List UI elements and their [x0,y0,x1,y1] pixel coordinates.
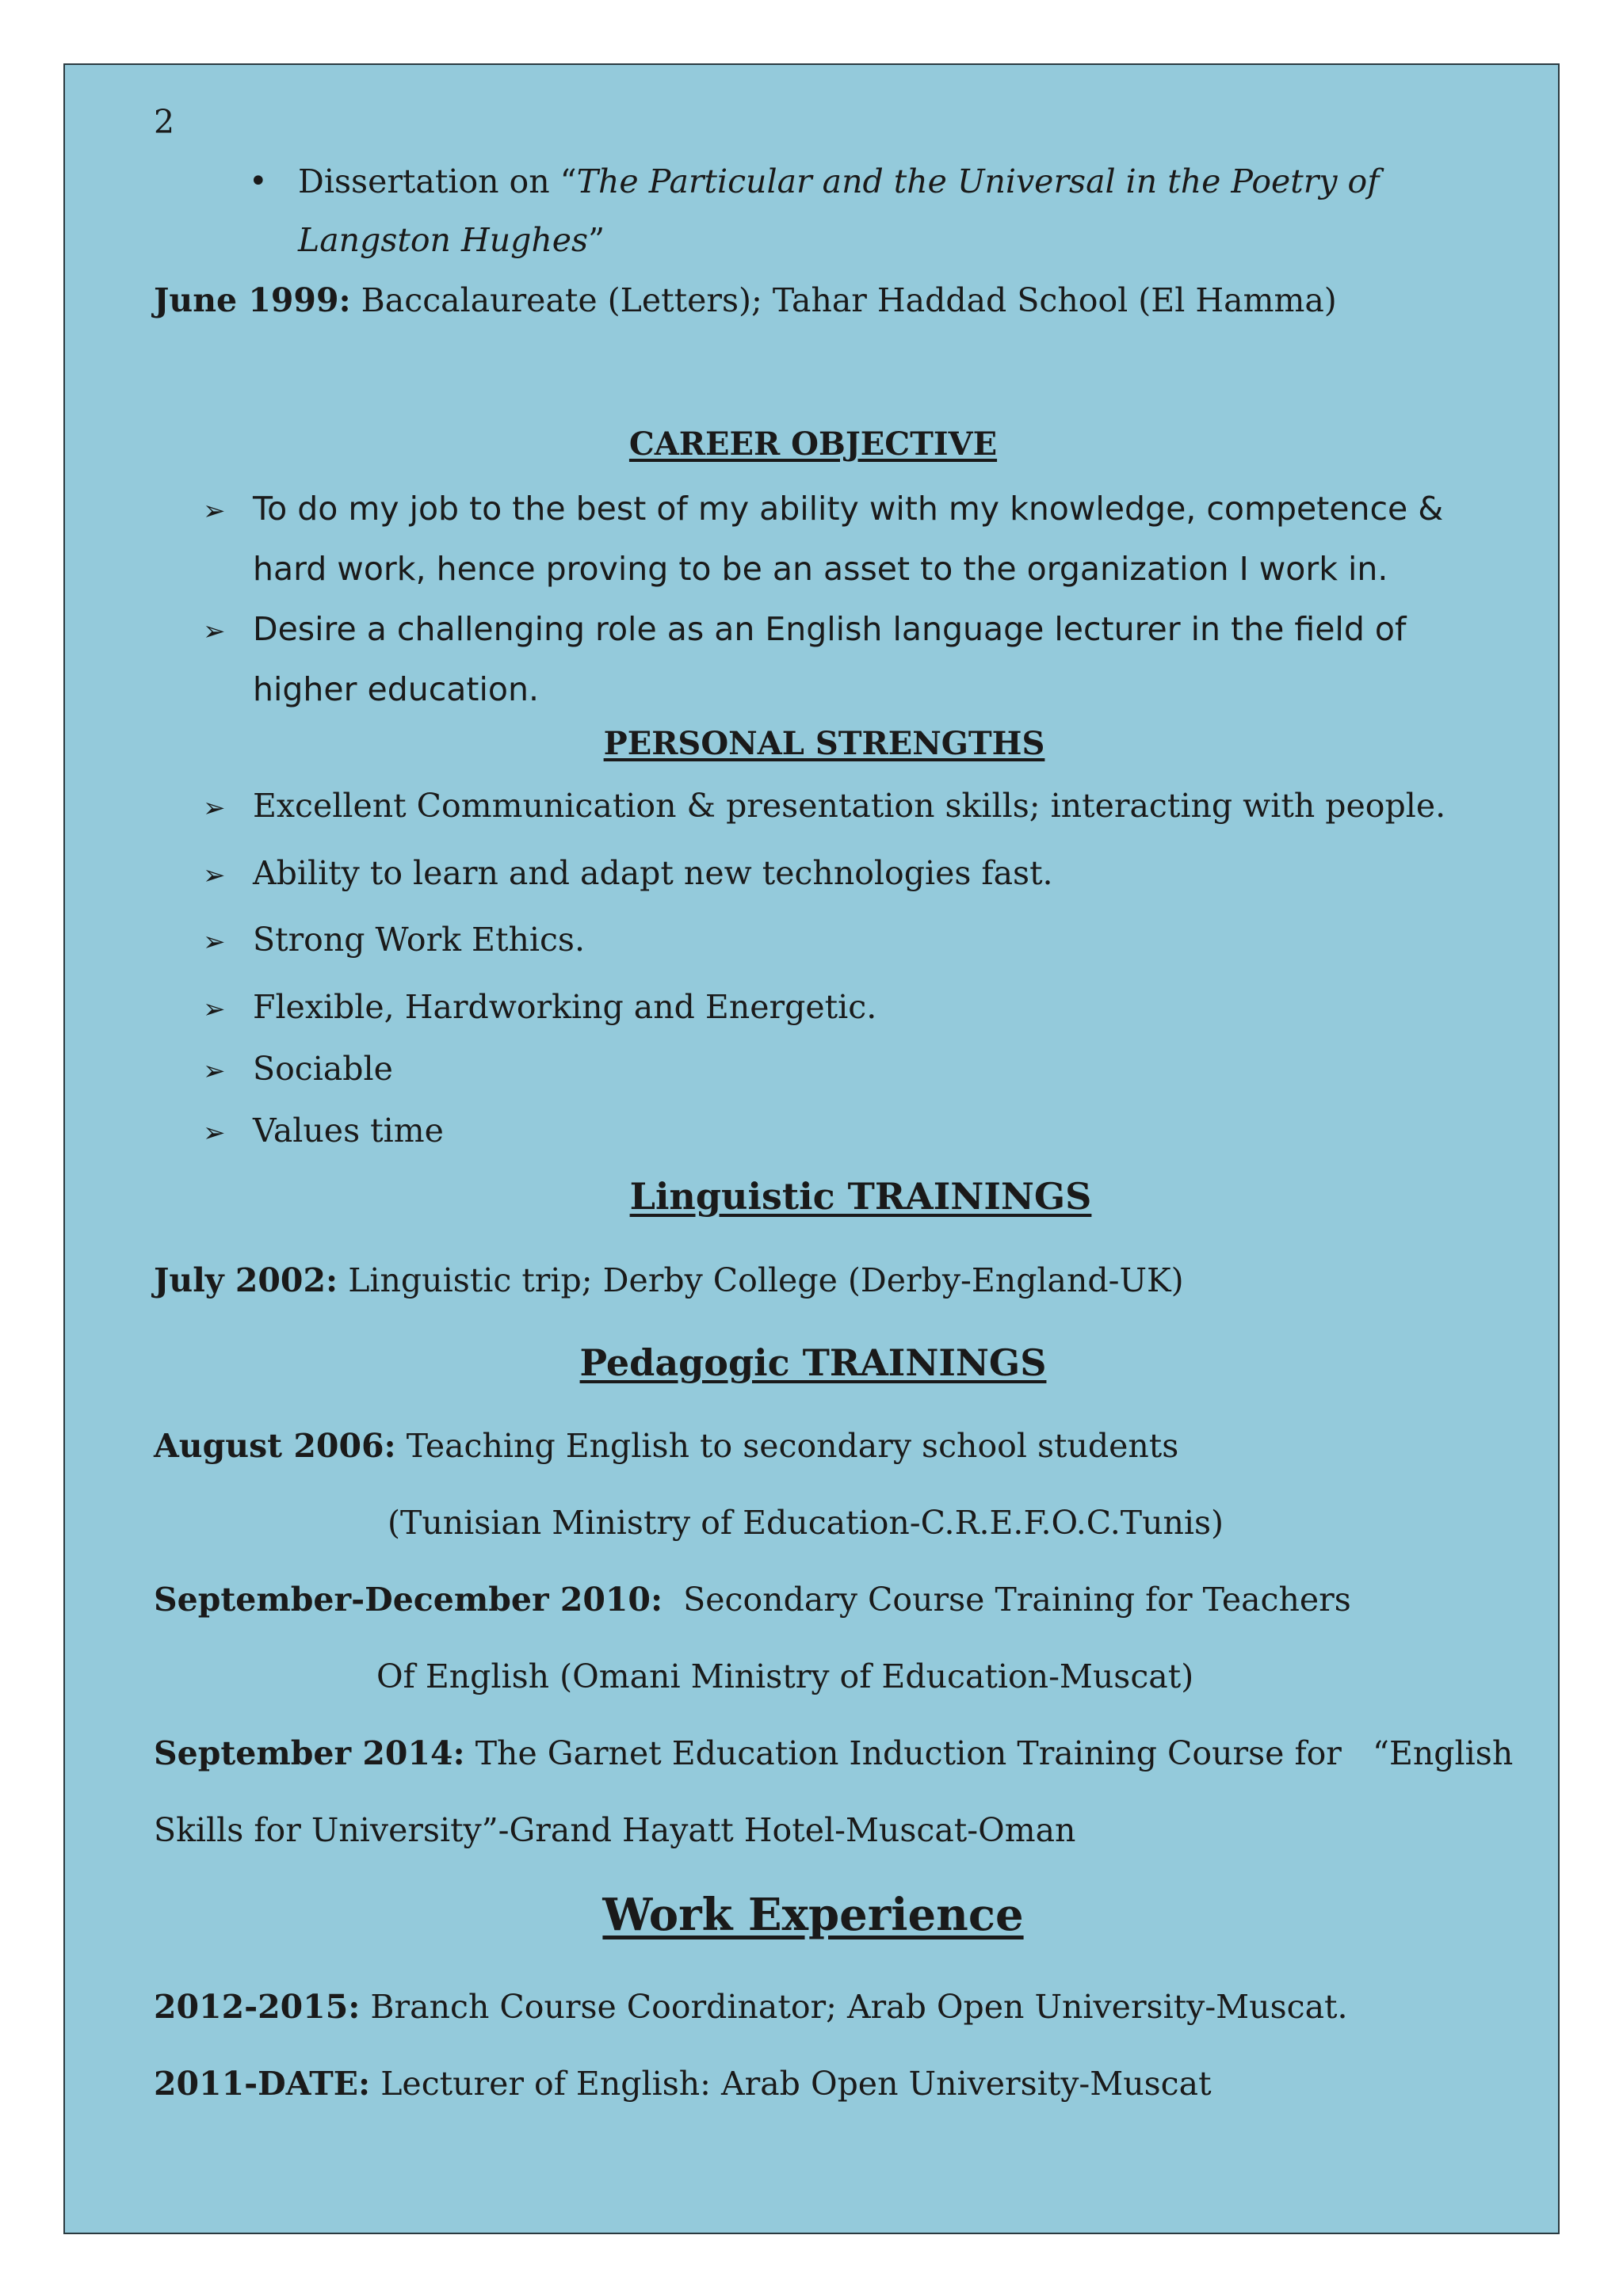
entry-text: Lecturer of English: Arab Open University-Muscat [380,2065,1212,2103]
entry-date: July 2002: [154,1261,338,1299]
career-objective-item-1-line-1: To do my job to the best of my ability with my knowledge, competence & [253,490,1444,528]
strength-item: Values time [253,1112,444,1150]
career-objective-item-2-line-1: Desire a challenging role as an English language lecturer in the field of [253,610,1407,648]
arrow-bullet-icon: ➢ [203,926,226,958]
arrow-bullet-icon: ➢ [203,792,226,824]
arrow-bullet-icon: ➢ [203,860,226,891]
arrow-bullet-icon: ➢ [203,994,226,1025]
pedagogic-entry [154,1734,1514,1772]
arrow-bullet-icon: ➢ [203,616,226,647]
linguistic-trainings-heading: Linguistic TRAININGS [629,1175,1092,1218]
arrow-bullet-icon: ➢ [203,495,226,527]
entry-date: September 2014: [154,1734,465,1772]
entry-text: Baccalaureate (Letters); Tahar Haddad School (El Hamma) [361,281,1337,319]
dissertation-suffix: ” [588,221,605,259]
work-experience-heading: Work Experience [602,1889,1024,1941]
strength-item: Ability to learn and adapt new technologies fast. [253,854,1053,892]
entry-date: August 2006: [154,1427,396,1465]
personal-strengths-heading: PERSONAL STRENGTHS [603,725,1045,762]
pedagogic-entry [154,1581,1351,1619]
entry-text: Branch Course Coordinator; Arab Open University-Muscat. [370,1988,1348,2026]
entry-date: September-December 2010: [154,1581,663,1619]
dissertation-title-1: The Particular and the Universal in the Poetry of [576,162,1380,200]
linguistic-entry [154,1261,1184,1299]
dissertation-title-2: Langston Hughes [298,221,589,259]
pedagogic-entry-continuation: (Tunisian Ministry of Education-C.R.E.F.O.C.Tunis) [388,1504,1224,1542]
dissertation-prefix: Dissertation on “ [298,162,577,200]
career-objective-heading: CAREER OBJECTIVE [628,425,998,463]
arrow-bullet-icon: ➢ [203,1117,226,1149]
strength-item: Flexible, Hardworking and Energetic. [253,988,877,1026]
pedagogic-entry [154,1427,1179,1465]
pedagogic-trainings-heading: Pedagogic TRAININGS [579,1341,1047,1384]
dissertation-line-1 [298,162,1380,200]
arrow-bullet-icon: ➢ [203,1055,226,1087]
bullet-icon: • [249,163,268,200]
pedagogic-entry-continuation: Of English (Omani Ministry of Education-Muscat) [376,1657,1194,1695]
baccalaureate-entry [154,281,1337,319]
entry-date: 2012-2015: [154,1988,361,2026]
entry-text: The Garnet Education Induction Training Course for “English [475,1734,1514,1772]
document-page [63,63,1560,2234]
career-objective-item-1-line-2: hard work, hence proving to be an asset to the organization I work in. [253,550,1388,588]
work-entry [154,2065,1212,2103]
entry-date: June 1999: [154,281,351,319]
entry-date: 2011-DATE: [154,2065,371,2103]
strength-item: Sociable [253,1050,393,1088]
entry-text: Linguistic trip; Derby College (Derby-England-UK) [348,1261,1184,1299]
career-objective-item-2-line-2: higher education. [253,670,539,708]
entry-text: Secondary Course Training for Teachers [673,1581,1351,1619]
work-entry [154,1988,1348,2026]
strength-item: Excellent Communication & presentation skills; interacting with people. [253,787,1446,825]
entry-text: Teaching English to secondary school students [406,1427,1179,1465]
dissertation-line-2 [298,221,605,259]
strength-item: Strong Work Ethics. [253,921,586,959]
pedagogic-entry-continuation: Skills for University”-Grand Hayatt Hotel-Muscat-Oman [154,1811,1076,1849]
page-number: 2 [154,103,175,141]
